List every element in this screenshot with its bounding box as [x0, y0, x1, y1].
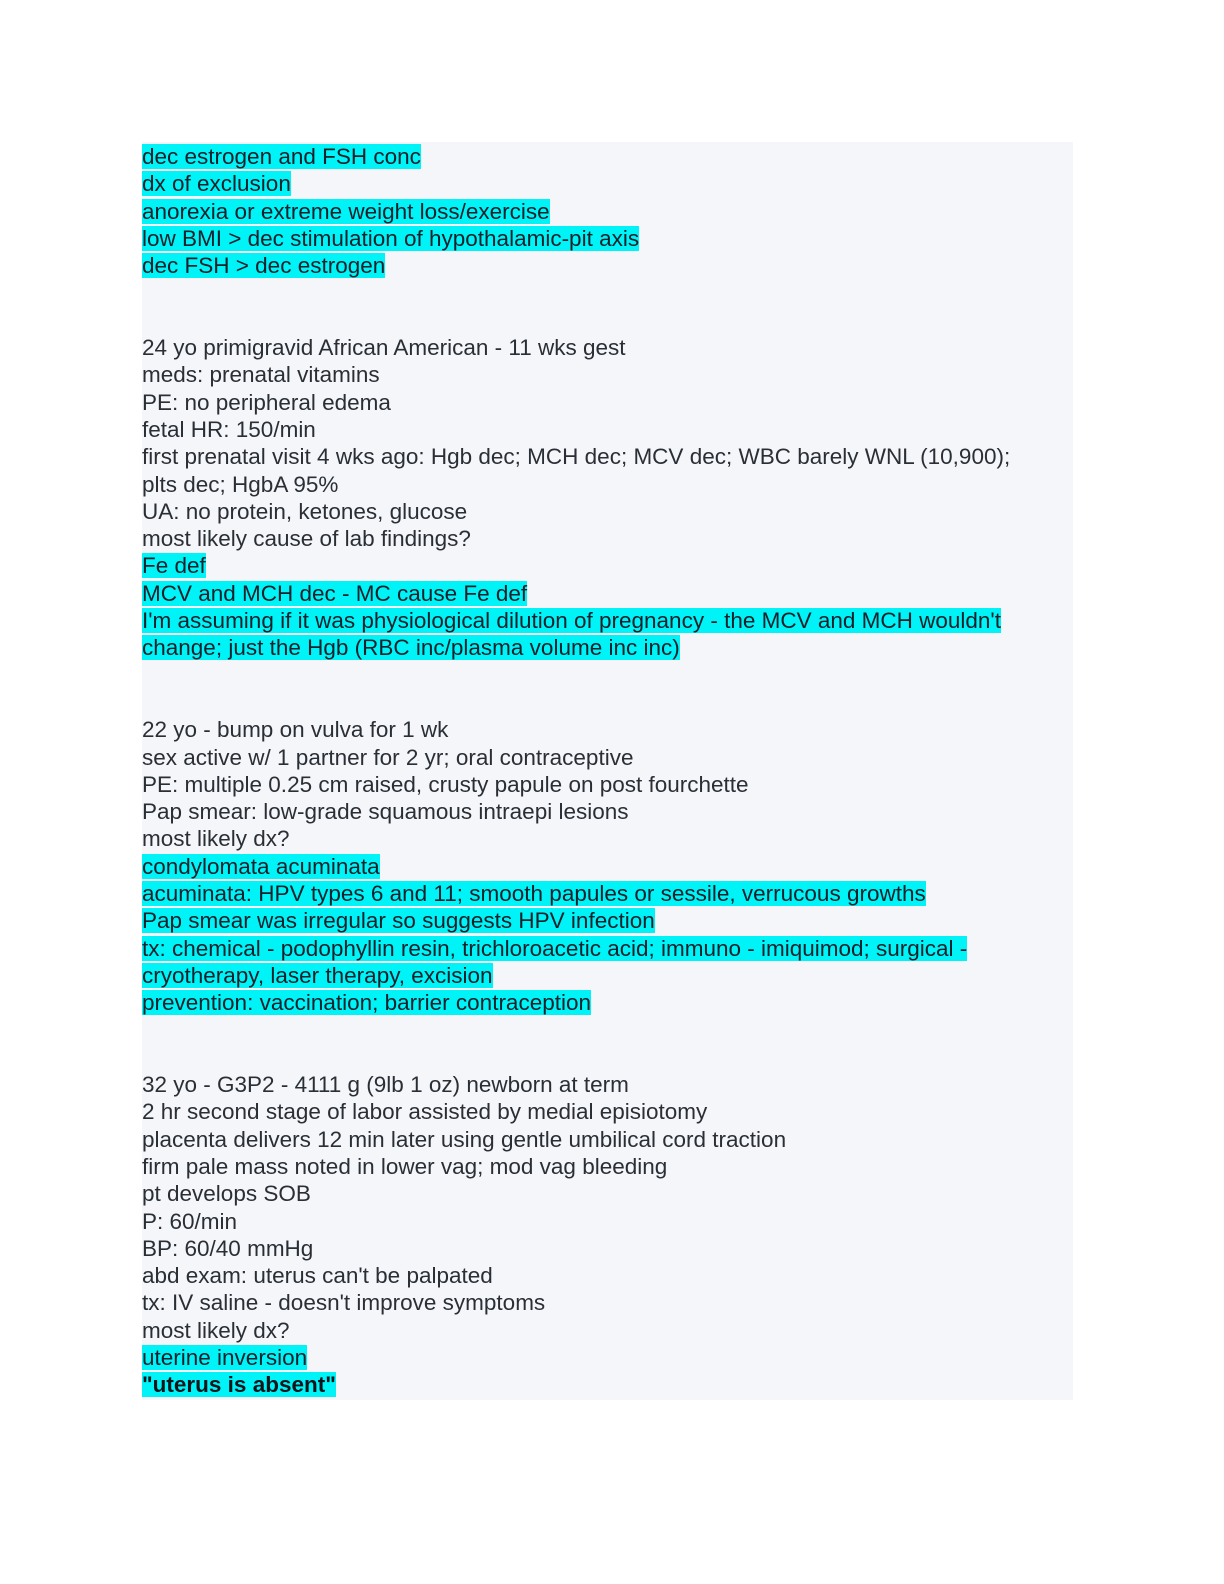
note-line [142, 1289, 1067, 1316]
note-line [142, 389, 1067, 416]
notes-body [142, 143, 1067, 1399]
note-text: tx: IV saline - doesn't improve symptoms [142, 1290, 546, 1316]
note-line [142, 471, 1067, 498]
note-line [142, 498, 1067, 525]
highlighted-text: prevention: vaccination; barrier contraception [142, 990, 592, 1016]
note-text: pt develops SOB [142, 1181, 311, 1207]
highlighted-text: anorexia or extreme weight loss/exercise [142, 198, 550, 224]
note-line [142, 552, 1067, 579]
note-section-anemia-case [142, 334, 1067, 662]
note-line [142, 143, 1067, 170]
highlighted-text: Pap smear was irregular so suggests HPV infection [142, 908, 655, 934]
highlighted-text: dec estrogen and FSH conc [142, 144, 421, 169]
note-text: 22 yo - bump on vulva for 1 wk [142, 717, 449, 743]
note-line [142, 935, 1067, 962]
note-line [142, 1262, 1067, 1289]
note-text: PE: no peripheral edema [142, 389, 391, 415]
highlighted-text: tx: chemical - podophyllin resin, trichloroacetic acid; immuno - imiquimod; surgical - [142, 935, 968, 961]
note-text: 2 hr second stage of labor assisted by medial episiotomy [142, 1099, 708, 1125]
highlighted-text: uterine inversion [142, 1345, 308, 1371]
note-line [142, 1371, 1067, 1398]
note-line [142, 962, 1067, 989]
note-line [142, 443, 1067, 470]
note-text: PE: multiple 0.25 cm raised, crusty papule on post fourchette [142, 771, 749, 797]
note-text: meds: prenatal vitamins [142, 362, 380, 388]
section-spacer [142, 1017, 1067, 1072]
note-line [142, 252, 1067, 279]
note-line [142, 416, 1067, 443]
note-line [142, 744, 1067, 771]
note-line [142, 225, 1067, 252]
note-section-amenorrhea [142, 143, 1067, 279]
note-text: sex active w/ 1 partner for 2 yr; oral contraceptive [142, 744, 634, 770]
note-text: placenta delivers 12 min later using gentle umbilical cord traction [142, 1126, 787, 1152]
note-line [142, 170, 1067, 197]
note-text: most likely cause of lab findings? [142, 526, 471, 552]
note-line [142, 880, 1067, 907]
note-text: BP: 60/40 mmHg [142, 1235, 314, 1261]
note-line [142, 580, 1067, 607]
note-section-postpartum-case [142, 1071, 1067, 1399]
section-spacer [142, 662, 1067, 717]
highlighted-text: change; just the Hgb (RBC inc/plasma volume inc inc) [142, 635, 680, 661]
note-text: most likely dx? [142, 1317, 290, 1343]
note-line [142, 771, 1067, 798]
note-text: firm pale mass noted in lower vag; mod vag bleeding [142, 1153, 668, 1179]
note-line [142, 1180, 1067, 1207]
note-text: Pap smear: low-grade squamous intraepi lesions [142, 799, 629, 825]
note-line [142, 198, 1067, 225]
note-text: UA: no protein, ketones, glucose [142, 498, 468, 524]
note-text: 24 yo primigravid African American - 11 wks gest [142, 335, 626, 361]
note-section-vulvar-case [142, 716, 1067, 1016]
note-line [142, 907, 1067, 934]
highlighted-text: Fe def [142, 553, 206, 579]
note-line [142, 853, 1067, 880]
note-line [142, 1317, 1067, 1344]
highlighted-text: dx of exclusion [142, 171, 291, 197]
note-line [142, 1208, 1067, 1235]
highlighted-text: I'm assuming if it was physiological dilution of pregnancy - the MCV and MCH wouldn't [142, 608, 1001, 634]
note-line [142, 334, 1067, 361]
highlighted-bold-text: "uterus is absent" [142, 1372, 336, 1398]
highlighted-text: condylomata acuminata [142, 853, 380, 879]
note-line [142, 525, 1067, 552]
note-line [142, 798, 1067, 825]
note-text: fetal HR: 150/min [142, 416, 316, 442]
note-line [142, 1126, 1067, 1153]
note-line [142, 989, 1067, 1016]
note-line [142, 1235, 1067, 1262]
highlighted-text: cryotherapy, laser therapy, excision [142, 962, 493, 988]
note-line [142, 607, 1067, 634]
note-line [142, 1344, 1067, 1371]
note-text: P: 60/min [142, 1208, 238, 1234]
note-line [142, 1153, 1067, 1180]
note-text: first prenatal visit 4 wks ago: Hgb dec; MCH dec; MCV dec; WBC barely WNL (10,900); [142, 444, 1011, 470]
note-text: most likely dx? [142, 826, 290, 852]
note-line [142, 1098, 1067, 1125]
note-line [142, 361, 1067, 388]
note-line [142, 634, 1067, 661]
note-text: abd exam: uterus can't be palpated [142, 1263, 493, 1289]
note-line [142, 825, 1067, 852]
note-line [142, 716, 1067, 743]
highlighted-text: low BMI > dec stimulation of hypothalamic-pit axis [142, 225, 640, 251]
note-text: plts dec; HgbA 95% [142, 471, 339, 497]
section-spacer [142, 279, 1067, 334]
highlighted-text: dec FSH > dec estrogen [142, 253, 386, 279]
highlighted-text: acuminata: HPV types 6 and 11; smooth papules or sessile, verrucous growths [142, 881, 926, 907]
note-text: 32 yo - G3P2 - 4111 g (9lb 1 oz) newborn at term [142, 1072, 629, 1098]
highlighted-text: MCV and MCH dec - MC cause Fe def [142, 580, 528, 606]
note-line [142, 1071, 1067, 1098]
